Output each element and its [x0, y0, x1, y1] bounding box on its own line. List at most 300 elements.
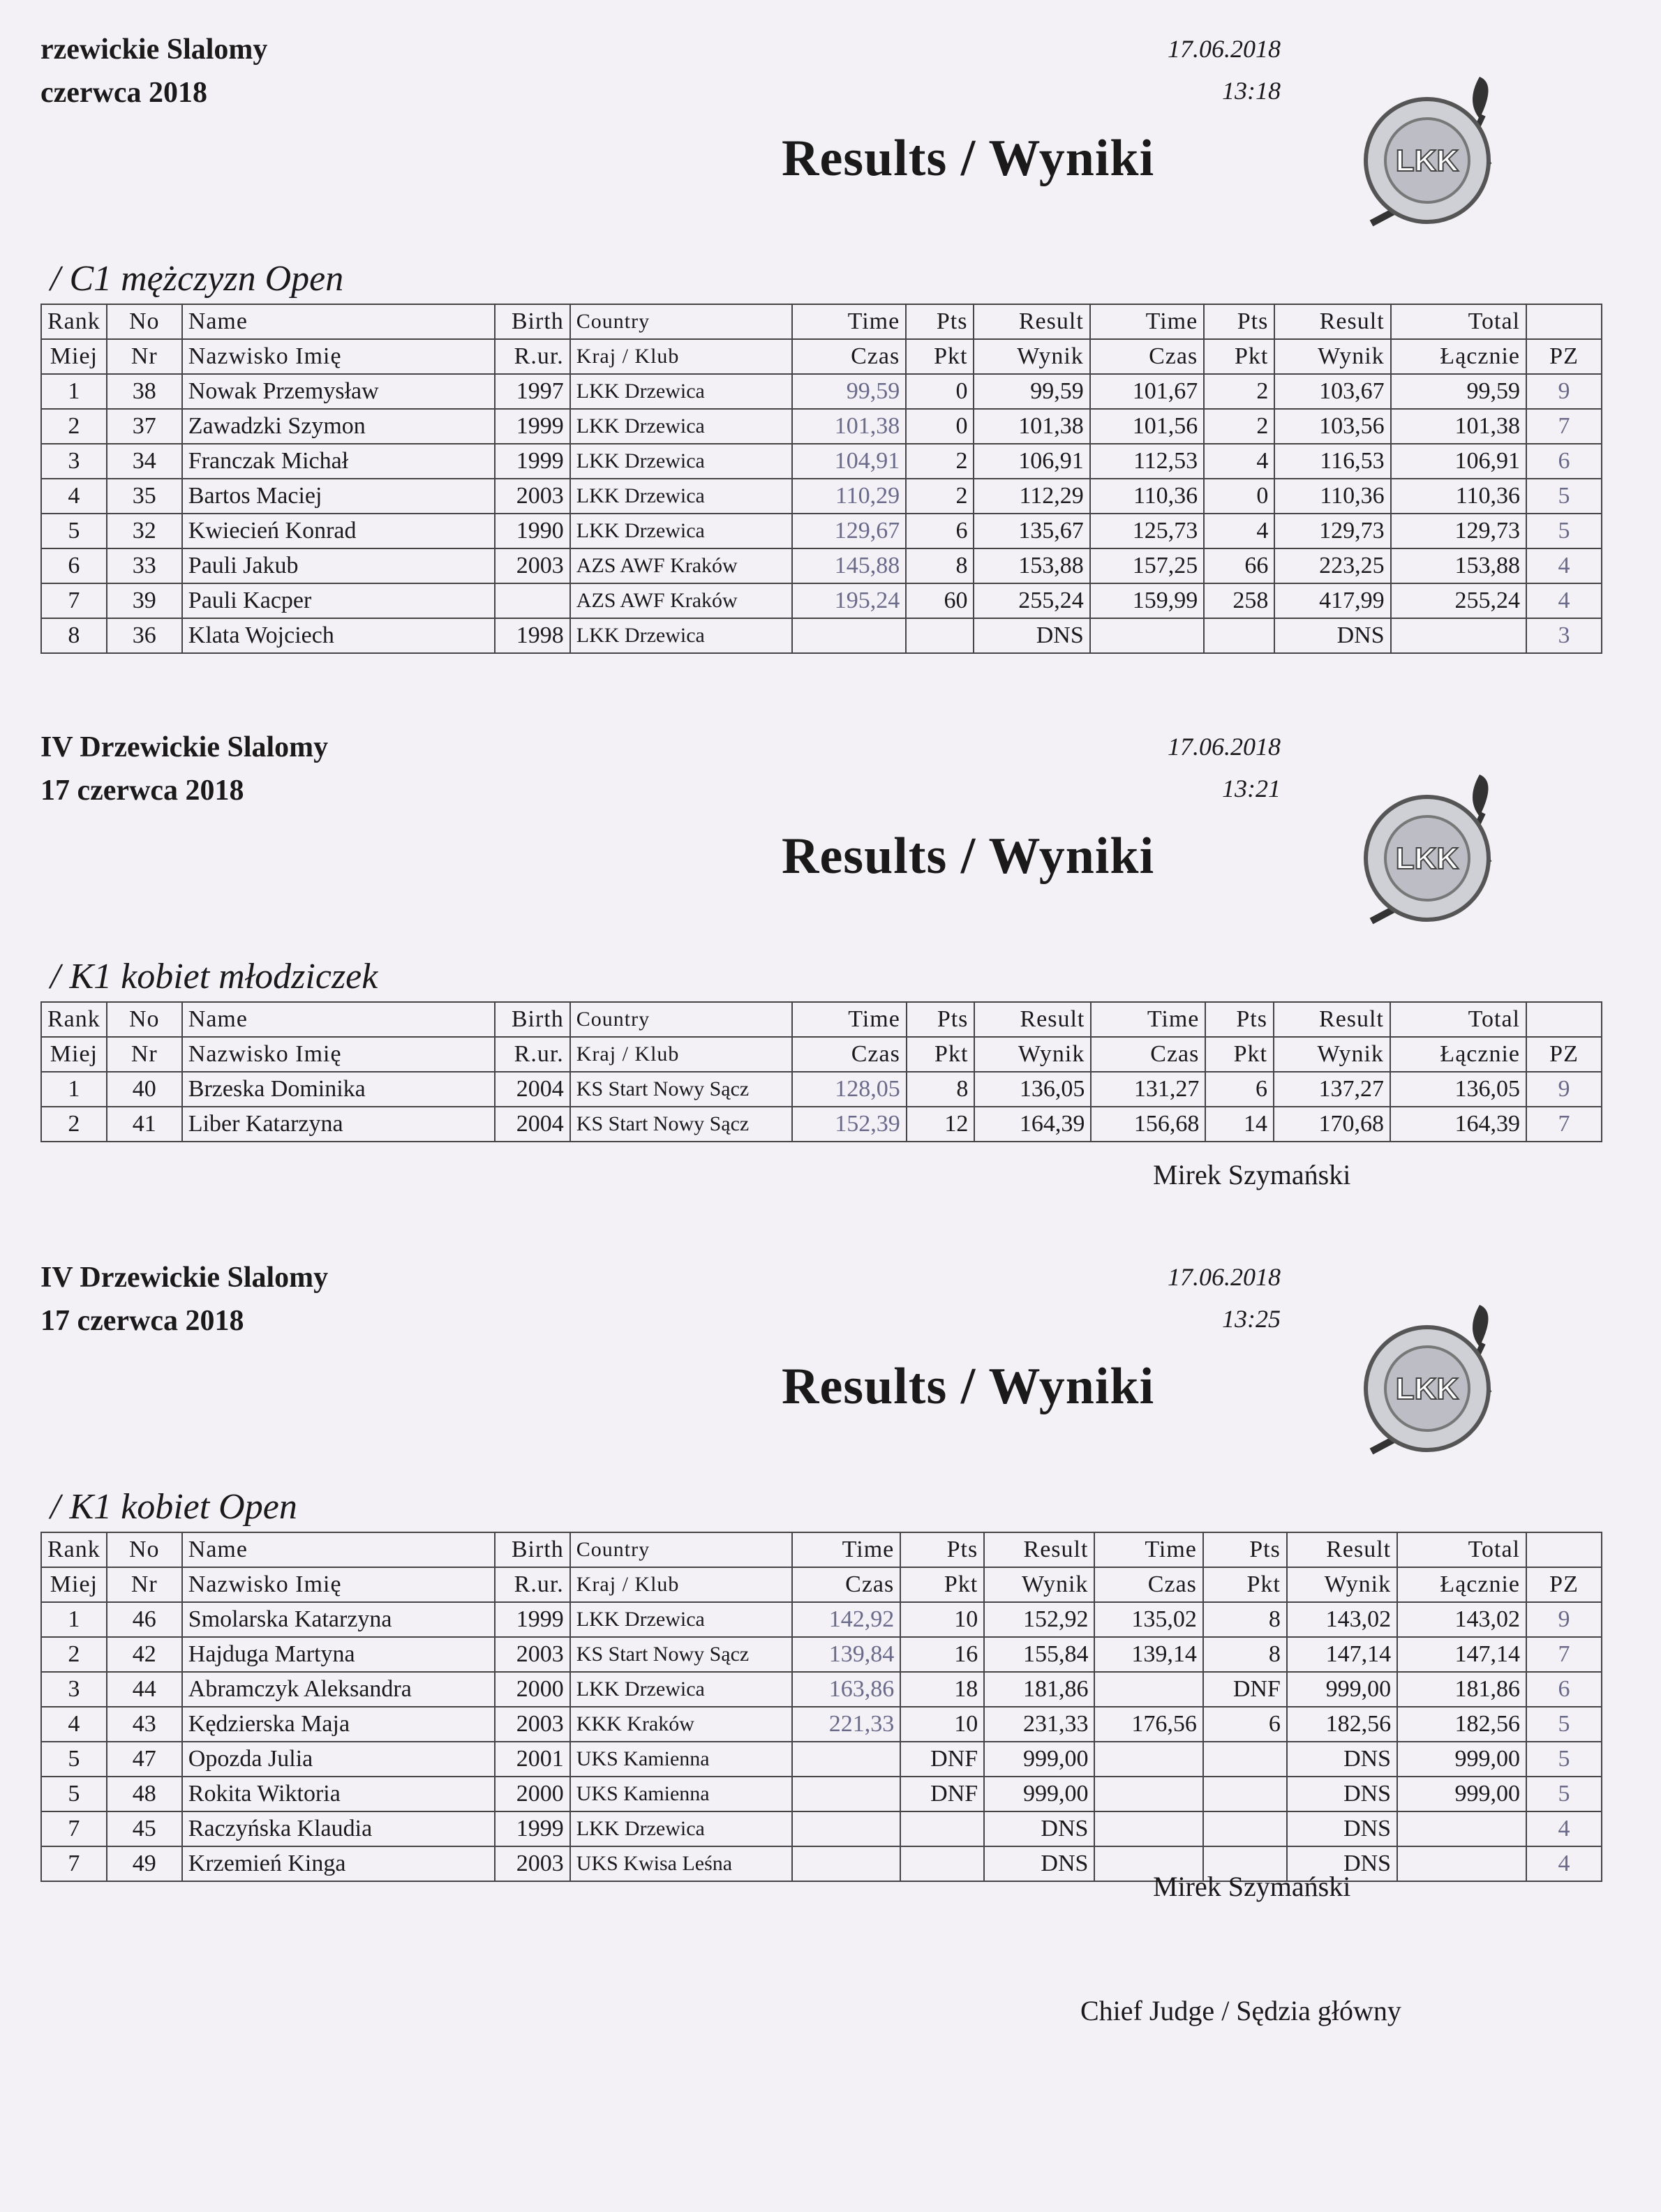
column-header: Rank [41, 1002, 107, 1037]
table-row [41, 479, 1602, 514]
table-cell: 112,29 [974, 479, 1089, 514]
table-cell: 223,25 [1274, 548, 1390, 583]
table-cell: 131,27 [1091, 1072, 1205, 1107]
table-cell: LKK Drzewica [570, 444, 792, 479]
table-cell: 2 [41, 409, 107, 444]
column-header: Result [984, 1532, 1094, 1567]
table-cell: 7 [1526, 409, 1602, 444]
results-title: Results / Wyniki [782, 130, 1155, 187]
table-cell: 103,56 [1274, 409, 1390, 444]
table-cell: 255,24 [1391, 583, 1526, 618]
table-cell: DNS [984, 1846, 1094, 1881]
table-cell: Zawadzki Szymon [182, 409, 495, 444]
table-cell: 8 [1203, 1602, 1287, 1637]
table-cell: 99,59 [974, 374, 1089, 409]
table-cell: 999,00 [984, 1777, 1094, 1811]
table-cell [792, 618, 906, 653]
table-cell: UKS Kamienna [570, 1742, 792, 1777]
table-cell: 125,73 [1090, 514, 1204, 548]
table-row [41, 583, 1602, 618]
table-cell: 182,56 [1287, 1707, 1397, 1742]
table-cell: 143,02 [1397, 1602, 1526, 1637]
competition-name: IV Drzewickie Slalomy [40, 731, 329, 763]
table-cell: 139,84 [792, 1637, 900, 1672]
table-cell: UKS Kwisa Leśna [570, 1846, 792, 1881]
table-cell [1397, 1846, 1526, 1881]
table-cell: 156,68 [1091, 1107, 1205, 1142]
table-cell: LKK Drzewica [570, 479, 792, 514]
table-cell: 110,36 [1391, 479, 1526, 514]
table-cell: 42 [107, 1637, 182, 1672]
table-cell: 2000 [495, 1777, 570, 1811]
table-cell: Pauli Jakub [182, 548, 495, 583]
column-header: Miej [41, 1567, 107, 1602]
column-header: Name [182, 1002, 495, 1037]
table-row [41, 618, 1602, 653]
table-cell: 4 [1204, 444, 1274, 479]
table-cell: 9 [1526, 1602, 1602, 1637]
table-row [41, 1707, 1602, 1742]
table-cell: 1990 [495, 514, 570, 548]
table-cell: 1998 [495, 618, 570, 653]
table-cell: DNF [900, 1777, 984, 1811]
table-cell: Pauli Kacper [182, 583, 495, 618]
competition-date: 17 czerwca 2018 [40, 775, 244, 807]
column-header: Pkt [906, 339, 974, 374]
table-cell: 2000 [495, 1672, 570, 1707]
column-header: Rank [41, 304, 107, 339]
table-cell: 2 [41, 1637, 107, 1672]
table-cell: 7 [41, 1811, 107, 1846]
table-cell: 999,00 [1397, 1742, 1526, 1777]
column-header: PZ [1526, 339, 1602, 374]
column-header: No [107, 1002, 182, 1037]
table-cell: 1999 [495, 409, 570, 444]
column-header: Łącznie [1391, 339, 1526, 374]
column-header: Total [1390, 1002, 1526, 1037]
table-cell: 1 [41, 374, 107, 409]
table-cell: UKS Kamienna [570, 1777, 792, 1811]
column-header: Nazwisko Imię [182, 1037, 495, 1072]
table-cell: 2004 [495, 1072, 570, 1107]
table-cell: 182,56 [1397, 1707, 1526, 1742]
table-cell: 101,38 [974, 409, 1089, 444]
table-cell: 137,27 [1274, 1072, 1390, 1107]
timestamp-time: 13:18 [1222, 77, 1281, 105]
table-cell: DNS [1287, 1777, 1397, 1811]
timestamp-time: 13:25 [1222, 1305, 1281, 1333]
table-cell: 136,05 [974, 1072, 1091, 1107]
column-header: PZ [1526, 1037, 1602, 1072]
table-cell: DNF [1203, 1672, 1287, 1707]
club-logo [1350, 761, 1504, 935]
table-cell: 4 [41, 1707, 107, 1742]
table-row [41, 514, 1602, 548]
table-cell: 157,25 [1090, 548, 1204, 583]
column-header: Kraj / Klub [570, 1037, 792, 1072]
table-cell [1090, 618, 1204, 653]
table-cell: 5 [41, 514, 107, 548]
column-header: Pts [900, 1532, 984, 1567]
club-logo [1350, 1291, 1504, 1465]
table-cell: AZS AWF Kraków [570, 548, 792, 583]
column-header: R.ur. [495, 1037, 570, 1072]
column-header: Rank [41, 1532, 107, 1567]
category-title: / C1 mężczyzn Open [50, 259, 344, 299]
table-cell: 417,99 [1274, 583, 1390, 618]
table-cell [1204, 618, 1274, 653]
table-cell: 155,84 [984, 1637, 1094, 1672]
column-header: Kraj / Klub [570, 1567, 792, 1602]
column-header [1526, 1002, 1602, 1037]
column-header: Pts [906, 304, 974, 339]
table-cell: 101,67 [1090, 374, 1204, 409]
table-cell: 142,92 [792, 1602, 900, 1637]
competition-name: IV Drzewickie Slalomy [40, 1262, 329, 1294]
table-cell: 4 [1204, 514, 1274, 548]
table-cell: 33 [107, 548, 182, 583]
column-header: Pkt [1204, 339, 1274, 374]
table-cell [900, 1846, 984, 1881]
column-header: Czas [1094, 1567, 1202, 1602]
table-cell: 8 [907, 1072, 975, 1107]
column-header: Time [1091, 1002, 1205, 1037]
table-cell: 104,91 [792, 444, 906, 479]
column-header: Time [1090, 304, 1204, 339]
table-cell: Kędzierska Maja [182, 1707, 495, 1742]
table-cell: 112,53 [1090, 444, 1204, 479]
table-cell: 34 [107, 444, 182, 479]
table-cell: 103,67 [1274, 374, 1390, 409]
table-cell [1094, 1811, 1202, 1846]
table-cell: 5 [1526, 514, 1602, 548]
table-cell: 37 [107, 409, 182, 444]
table-cell: 153,88 [1391, 548, 1526, 583]
competition-header [40, 726, 328, 812]
column-header: No [107, 304, 182, 339]
table-cell: 163,86 [792, 1672, 900, 1707]
table-row [41, 1672, 1602, 1707]
table-row [41, 1602, 1602, 1637]
table-cell [1094, 1742, 1202, 1777]
table-header-row [41, 1567, 1602, 1602]
table-cell: 2 [906, 479, 974, 514]
table-cell: 135,67 [974, 514, 1089, 548]
table-cell: 2003 [495, 1637, 570, 1672]
results-table [40, 1001, 1602, 1142]
table-cell: 35 [107, 479, 182, 514]
table-row [41, 1742, 1602, 1777]
table-cell: 101,38 [1391, 409, 1526, 444]
table-cell: 4 [41, 479, 107, 514]
column-header: Nr [107, 339, 182, 374]
table-cell: 49 [107, 1846, 182, 1881]
table-cell: 164,39 [974, 1107, 1091, 1142]
table-cell [1094, 1672, 1202, 1707]
timestamp [1145, 28, 1281, 112]
table-cell: 145,88 [792, 548, 906, 583]
table-header-row [41, 304, 1602, 339]
table-row [41, 1072, 1602, 1107]
table-cell: 3 [41, 1672, 107, 1707]
table-cell: 32 [107, 514, 182, 548]
table-cell: 143,02 [1287, 1602, 1397, 1637]
table-cell: LKK Drzewica [570, 514, 792, 548]
table-header-row [41, 1532, 1602, 1567]
table-cell: 153,88 [974, 548, 1089, 583]
column-header: Pts [1204, 304, 1274, 339]
table-cell: 16 [900, 1637, 984, 1672]
table-cell: Krzemień Kinga [182, 1846, 495, 1881]
table-cell: 181,86 [1397, 1672, 1526, 1707]
table-cell: Rokita Wiktoria [182, 1777, 495, 1811]
table-cell: 2003 [495, 479, 570, 514]
table-cell: 176,56 [1094, 1707, 1202, 1742]
table-cell: 45 [107, 1811, 182, 1846]
table-cell: 129,73 [1391, 514, 1526, 548]
timestamp-date: 17.06.2018 [1168, 35, 1281, 63]
logo-text: LKK [1395, 842, 1459, 876]
table-cell: 38 [107, 374, 182, 409]
table-cell: LKK Drzewica [570, 374, 792, 409]
table-cell: 1999 [495, 1811, 570, 1846]
table-cell: 221,33 [792, 1707, 900, 1742]
table-cell [1203, 1777, 1287, 1811]
table-cell: 147,14 [1397, 1637, 1526, 1672]
column-header: Miej [41, 339, 107, 374]
column-header: Pkt [907, 1037, 975, 1072]
table-cell [900, 1811, 984, 1846]
table-cell: Klata Wojciech [182, 618, 495, 653]
table-cell [792, 1742, 900, 1777]
table-cell: LKK Drzewica [570, 618, 792, 653]
results-table [40, 304, 1602, 654]
column-header: No [107, 1532, 182, 1567]
table-cell: Raczyńska Klaudia [182, 1811, 495, 1846]
column-header: Czas [1091, 1037, 1205, 1072]
table-cell: 7 [1526, 1637, 1602, 1672]
table-cell: 2003 [495, 548, 570, 583]
table-cell: 999,00 [1287, 1672, 1397, 1707]
table-row [41, 374, 1602, 409]
table-cell: 152,92 [984, 1602, 1094, 1637]
table-cell: 1 [41, 1072, 107, 1107]
table-cell: 139,14 [1094, 1637, 1202, 1672]
table-cell: 0 [1204, 479, 1274, 514]
table-cell: 99,59 [1391, 374, 1526, 409]
column-header: R.ur. [495, 339, 570, 374]
table-cell: Bartos Maciej [182, 479, 495, 514]
table-cell: 116,53 [1274, 444, 1390, 479]
table-cell [792, 1811, 900, 1846]
table-cell: 135,02 [1094, 1602, 1202, 1637]
column-header: Czas [1090, 339, 1204, 374]
table-cell: 4 [1526, 548, 1602, 583]
table-cell: 2004 [495, 1107, 570, 1142]
table-cell: 7 [41, 1846, 107, 1881]
table-cell: Opozda Julia [182, 1742, 495, 1777]
table-cell: 129,67 [792, 514, 906, 548]
table-cell: Brzeska Dominika [182, 1072, 495, 1107]
table-cell: 106,91 [974, 444, 1089, 479]
table-cell: 106,91 [1391, 444, 1526, 479]
table-cell [1094, 1777, 1202, 1811]
table-cell [906, 618, 974, 653]
column-header: Wynik [984, 1567, 1094, 1602]
table-cell: Franczak Michał [182, 444, 495, 479]
table-cell: 5 [41, 1742, 107, 1777]
table-cell: 101,38 [792, 409, 906, 444]
column-header: Result [1287, 1532, 1397, 1567]
competition-date: 17 czerwca 2018 [40, 1305, 244, 1337]
column-header: Name [182, 304, 495, 339]
column-header: Łącznie [1397, 1567, 1526, 1602]
table-cell: KKK Kraków [570, 1707, 792, 1742]
table-cell: DNF [900, 1742, 984, 1777]
table-cell [1203, 1742, 1287, 1777]
competition-date: czerwca 2018 [40, 77, 208, 109]
table-cell: 10 [900, 1707, 984, 1742]
table-cell: 5 [1526, 479, 1602, 514]
column-header: Kraj / Klub [570, 339, 792, 374]
table-row [41, 1846, 1602, 1881]
table-header-row [41, 339, 1602, 374]
table-cell: 195,24 [792, 583, 906, 618]
column-header: Country [570, 1532, 792, 1567]
results-title: Results / Wyniki [782, 828, 1155, 885]
table-cell: KS Start Nowy Sącz [570, 1637, 792, 1672]
chief-judge-label: Chief Judge / Sędzia główny [1080, 1995, 1401, 2026]
table-header-row [41, 1037, 1602, 1072]
table-row [41, 1637, 1602, 1672]
table-cell: 48 [107, 1777, 182, 1811]
table-cell: KS Start Nowy Sącz [570, 1072, 792, 1107]
column-header: Czas [792, 1037, 907, 1072]
table-cell: 1 [41, 1602, 107, 1637]
table-cell: 7 [1526, 1107, 1602, 1142]
table-cell: 40 [107, 1072, 182, 1107]
timestamp-time: 13:21 [1222, 775, 1281, 802]
table-cell: 4 [1526, 1846, 1602, 1881]
table-cell: 1997 [495, 374, 570, 409]
table-cell: 5 [1526, 1742, 1602, 1777]
results-table [40, 1532, 1602, 1882]
category-title: / K1 kobiet Open [50, 1487, 297, 1527]
table-cell: 44 [107, 1672, 182, 1707]
column-header: Pts [1205, 1002, 1274, 1037]
table-cell: 2003 [495, 1846, 570, 1881]
column-header: Name [182, 1532, 495, 1567]
column-header: Pts [907, 1002, 975, 1037]
table-cell: DNS [1287, 1742, 1397, 1777]
table-cell: 41 [107, 1107, 182, 1142]
table-cell: LKK Drzewica [570, 1672, 792, 1707]
table-row [41, 1107, 1602, 1142]
table-cell: Nowak Przemysław [182, 374, 495, 409]
table-cell: 999,00 [984, 1742, 1094, 1777]
table-cell: 18 [900, 1672, 984, 1707]
table-cell: 4 [1526, 1811, 1602, 1846]
table-cell: 60 [906, 583, 974, 618]
table-cell: 136,05 [1390, 1072, 1526, 1107]
column-header: Time [792, 1002, 907, 1037]
table-cell: 231,33 [984, 1707, 1094, 1742]
table-cell [792, 1777, 900, 1811]
column-header: Nr [107, 1037, 182, 1072]
table-cell: DNS [1287, 1811, 1397, 1846]
club-logo [1350, 63, 1504, 237]
table-cell: Hajduga Martyna [182, 1637, 495, 1672]
column-header: Pkt [1203, 1567, 1287, 1602]
timestamp [1145, 1256, 1281, 1340]
table-cell: 4 [1526, 583, 1602, 618]
table-cell: 8 [906, 548, 974, 583]
column-header [1526, 304, 1602, 339]
column-header: Wynik [1274, 1037, 1390, 1072]
table-cell: 36 [107, 618, 182, 653]
column-header: Result [974, 304, 1089, 339]
table-cell: DNS [974, 618, 1089, 653]
column-header: Pkt [1205, 1037, 1274, 1072]
table-cell: 6 [1526, 1672, 1602, 1707]
table-cell: DNS [1287, 1846, 1397, 1881]
table-cell: 14 [1205, 1107, 1274, 1142]
table-cell: 47 [107, 1742, 182, 1777]
table-cell [1397, 1811, 1526, 1846]
table-cell: 110,36 [1274, 479, 1390, 514]
table-cell: Abramczyk Aleksandra [182, 1672, 495, 1707]
column-header: Country [570, 1002, 792, 1037]
table-cell: 8 [41, 618, 107, 653]
table-cell: DNS [984, 1811, 1094, 1846]
table-cell: LKK Drzewica [570, 1602, 792, 1637]
table-cell: 39 [107, 583, 182, 618]
table-cell: 46 [107, 1602, 182, 1637]
column-header: Birth [495, 304, 570, 339]
timestamp [1145, 726, 1281, 809]
table-cell: 129,73 [1274, 514, 1390, 548]
column-header: Wynik [974, 1037, 1091, 1072]
column-header: Time [792, 1532, 900, 1567]
column-header: Birth [495, 1532, 570, 1567]
column-header: R.ur. [495, 1567, 570, 1602]
table-cell: 5 [1526, 1707, 1602, 1742]
column-header: Country [570, 304, 792, 339]
table-cell: 0 [906, 409, 974, 444]
column-header: Nazwisko Imię [182, 339, 495, 374]
competition-header [40, 1256, 328, 1343]
table-cell: 2003 [495, 1707, 570, 1742]
table-cell: 12 [907, 1107, 975, 1142]
table-cell: 999,00 [1397, 1777, 1526, 1811]
table-cell: 5 [41, 1777, 107, 1811]
column-header: Birth [495, 1002, 570, 1037]
column-header: Total [1391, 304, 1526, 339]
table-cell: 5 [1526, 1777, 1602, 1811]
competition-name: rzewickie Slalomy [40, 33, 268, 66]
column-header: Pkt [900, 1567, 984, 1602]
table-cell: 9 [1526, 1072, 1602, 1107]
table-row [41, 1777, 1602, 1811]
column-header: Nazwisko Imię [182, 1567, 495, 1602]
column-header: Miej [41, 1037, 107, 1072]
table-cell: 1999 [495, 1602, 570, 1637]
competition-header [40, 28, 267, 114]
table-cell: 101,56 [1090, 409, 1204, 444]
table-cell: 170,68 [1274, 1107, 1390, 1142]
table-header-row [41, 1002, 1602, 1037]
table-cell: 110,36 [1090, 479, 1204, 514]
